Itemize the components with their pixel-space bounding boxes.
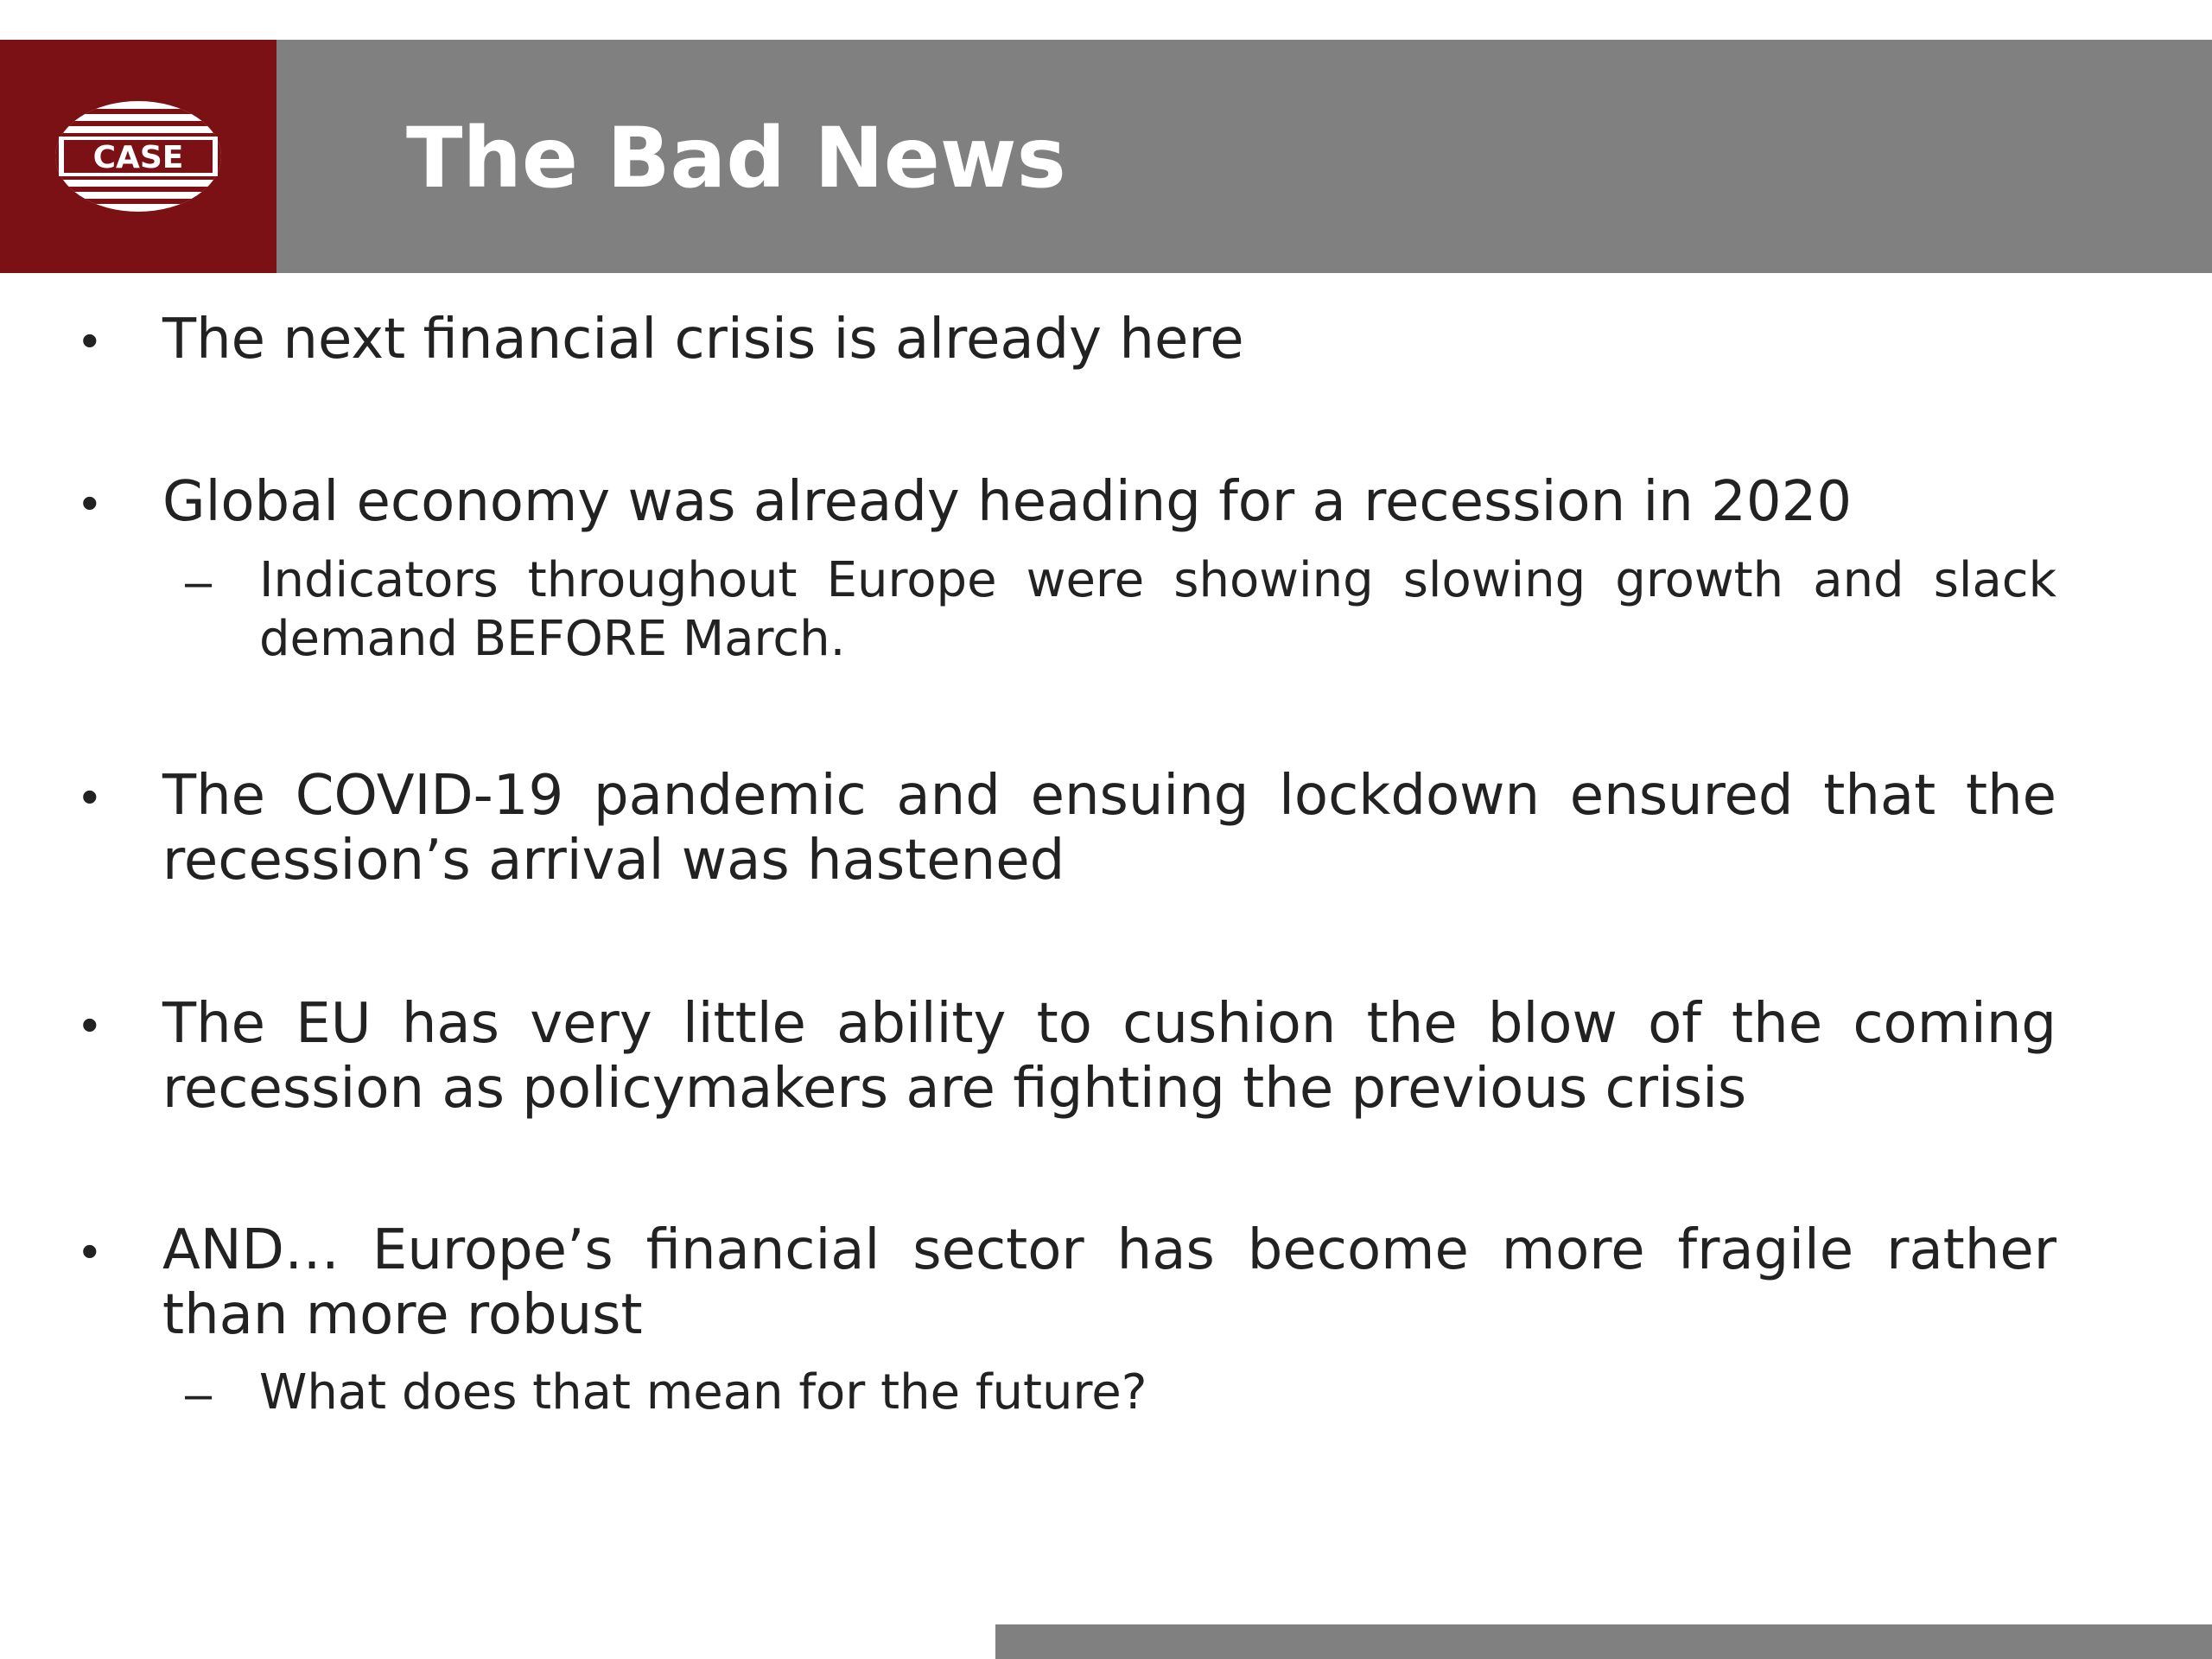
bullet-marker: • <box>81 1224 99 1278</box>
bullet-marker: • <box>81 313 99 367</box>
bullet-marker: • <box>81 997 99 1052</box>
case-logo-icon <box>52 97 225 216</box>
footer-bar <box>995 1624 2212 1659</box>
bullet-marker: • <box>81 475 99 530</box>
bullet-text: The EU has very little ability to cushion the blow of the coming recession as policymakers are fighting the previous crisis <box>162 992 2056 1121</box>
bullet-text: The next financial crisis is already here <box>162 308 1244 372</box>
slide-title: The Bad News <box>406 110 1066 207</box>
bullet-text: AND… Europe’s financial sector has become more fragile rather than more robust <box>162 1218 2056 1347</box>
sub-bullet-text: What does that mean for the future? <box>259 1364 1147 1421</box>
bullet-text: Global economy was already heading for a recession in 2020 <box>162 470 1853 534</box>
logo-text: CASE <box>92 140 184 175</box>
bullet-text: The COVID-19 pandemic and ensuing lockdown ensured that the recession’s arrival was hastened <box>162 764 2056 893</box>
bullet-marker: • <box>81 769 99 823</box>
header-band <box>0 40 2212 273</box>
sub-bullet-text: Indicators throughout Europe were showing slowing growth and slack demand BEFORE March. <box>259 552 2056 667</box>
sub-bullet-marker: – <box>185 554 213 608</box>
sub-bullet-marker: – <box>185 1366 213 1421</box>
